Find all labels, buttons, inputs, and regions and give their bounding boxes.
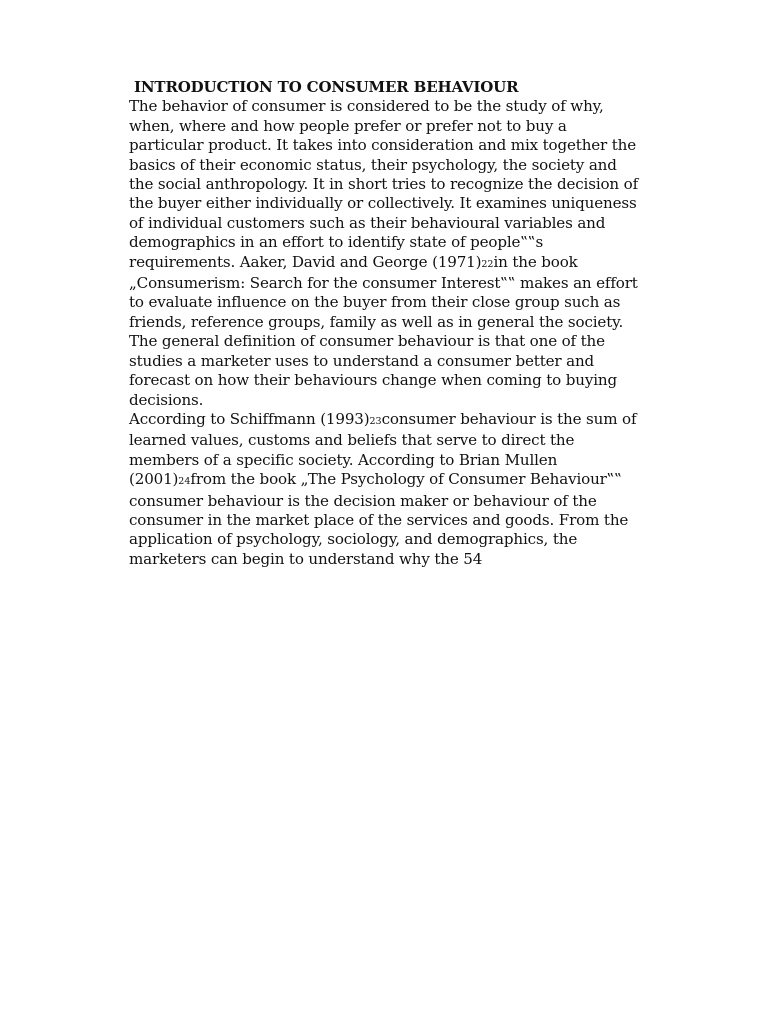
citation-number: 22 [481, 258, 494, 270]
text-run: demographics in an effort to identify state of people‟‟s [129, 233, 544, 252]
text-line [129, 214, 733, 233]
text-line [129, 97, 733, 116]
text-run: forecast on how their behaviours change when coming to buying [129, 371, 617, 390]
text-run: „Consumerism: Search for the consumer Interest‟‟ makes an effort [129, 274, 638, 293]
text-line [129, 431, 733, 450]
text-line [129, 175, 733, 194]
text-line [129, 117, 733, 136]
text-line [129, 352, 733, 371]
citation-number: 24 [178, 476, 191, 488]
text-line [129, 371, 733, 390]
text-line [129, 492, 733, 511]
text-run: consumer in the market place of the services and goods. From the [129, 510, 629, 529]
text-run: particular product. It takes into consideration and mix together the [129, 136, 637, 155]
text-line [129, 410, 733, 431]
text-line [129, 451, 733, 470]
text-run: from the book „The Psychology of Consumer Behaviour‟‟ [190, 470, 622, 489]
text-run: The general definition of consumer behaviour is that one of the [129, 332, 605, 351]
text-line [129, 511, 733, 530]
text-run: the buyer either individually or collectively. It examines uniqueness [129, 194, 637, 213]
text-run: requirements. Aaker, David and George (1971) [129, 252, 482, 271]
text-run: studies a marketer uses to understand a consumer better and [129, 351, 595, 370]
text-line [129, 391, 733, 410]
text-line [129, 530, 733, 549]
text-run: application of psychology, sociology, and demographics, the [129, 530, 578, 549]
text-run: in the book [493, 252, 578, 271]
text-line [129, 550, 733, 569]
text-run: of individual customers such as their behavioural variables and [129, 213, 606, 232]
text-run: According to Schiffmann (1993) [129, 409, 370, 428]
text-run: to evaluate influence on the buyer from their close group such as [129, 293, 621, 312]
text-run: (2001) [129, 470, 179, 489]
text-line [129, 233, 733, 252]
citation-number: 23 [369, 415, 382, 427]
text-line [129, 313, 733, 332]
document-body [129, 78, 733, 569]
text-run: the social anthropology. It in short tries to recognize the decision of [129, 175, 639, 194]
paragraph-text [129, 97, 733, 569]
text-line [129, 156, 733, 175]
text-line [129, 194, 733, 213]
text-run: members of a specific society. According to Brian Mullen [129, 450, 558, 469]
text-run: learned values, customs and beliefs that serve to direct the [129, 431, 575, 450]
text-line [129, 274, 733, 293]
text-line [129, 293, 733, 312]
text-line [129, 136, 733, 155]
text-run: consumer behaviour is the sum of [381, 409, 637, 428]
text-run: friends, reference groups, family as well as in general the society. [129, 312, 624, 331]
document-heading: INTRODUCTION TO CONSUMER BEHAVIOUR [134, 78, 519, 96]
text-run: when, where and how people prefer or prefer not to buy a [129, 116, 567, 135]
text-run: basics of their economic status, their psychology, the society and [129, 155, 617, 174]
text-run: decisions. [129, 390, 204, 409]
text-line [129, 470, 733, 491]
text-line [129, 332, 733, 351]
text-run: consumer behaviour is the decision maker or behaviour of the [129, 491, 597, 510]
text-line [129, 253, 733, 274]
text-run: The behavior of consumer is considered to be the study of why, [129, 97, 604, 116]
text-run: marketers can begin to understand why the 54 [129, 549, 483, 568]
